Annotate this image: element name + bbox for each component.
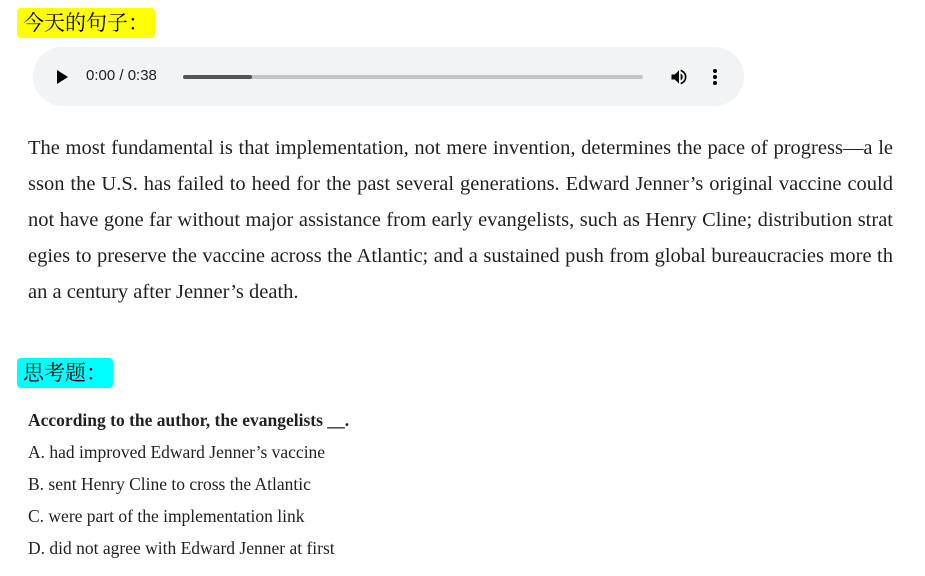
more-options-icon[interactable] <box>710 67 720 87</box>
play-icon[interactable] <box>57 70 68 84</box>
audio-progress-fill <box>183 75 252 79</box>
audio-progress-bar[interactable] <box>183 75 643 79</box>
todays-sentence-label: 今天的句子： <box>17 8 155 38</box>
question-stem: According to the author, the evangelists __. <box>28 410 350 430</box>
question-block <box>28 404 888 564</box>
option-c: C. were part of the implementation link <box>28 506 305 526</box>
audio-player[interactable] <box>33 47 744 106</box>
audio-time: 0:00 / 0:38 <box>86 67 157 84</box>
thinking-question-label: 思考题： <box>17 358 113 388</box>
passage-text: The most fundamental is that implementation, not mere invention, determines the pace of progress—a lesson the U.S. has failed to heed for the past several generations. Edward Jenner’s original vaccine could not have gone far without major assistance from early evangelists, such as Henry Cline; distribution strategies to preserve the vaccine across the Atlantic; and a sustained push from global bureaucracies more than a century after Jenner’s death. <box>28 137 893 303</box>
option-b: B. sent Henry Cline to cross the Atlantic <box>28 474 311 494</box>
volume-icon[interactable] <box>669 67 689 87</box>
option-d: D. did not agree with Edward Jenner at first <box>28 538 335 558</box>
option-a: A. had improved Edward Jenner’s vaccine <box>28 442 326 462</box>
